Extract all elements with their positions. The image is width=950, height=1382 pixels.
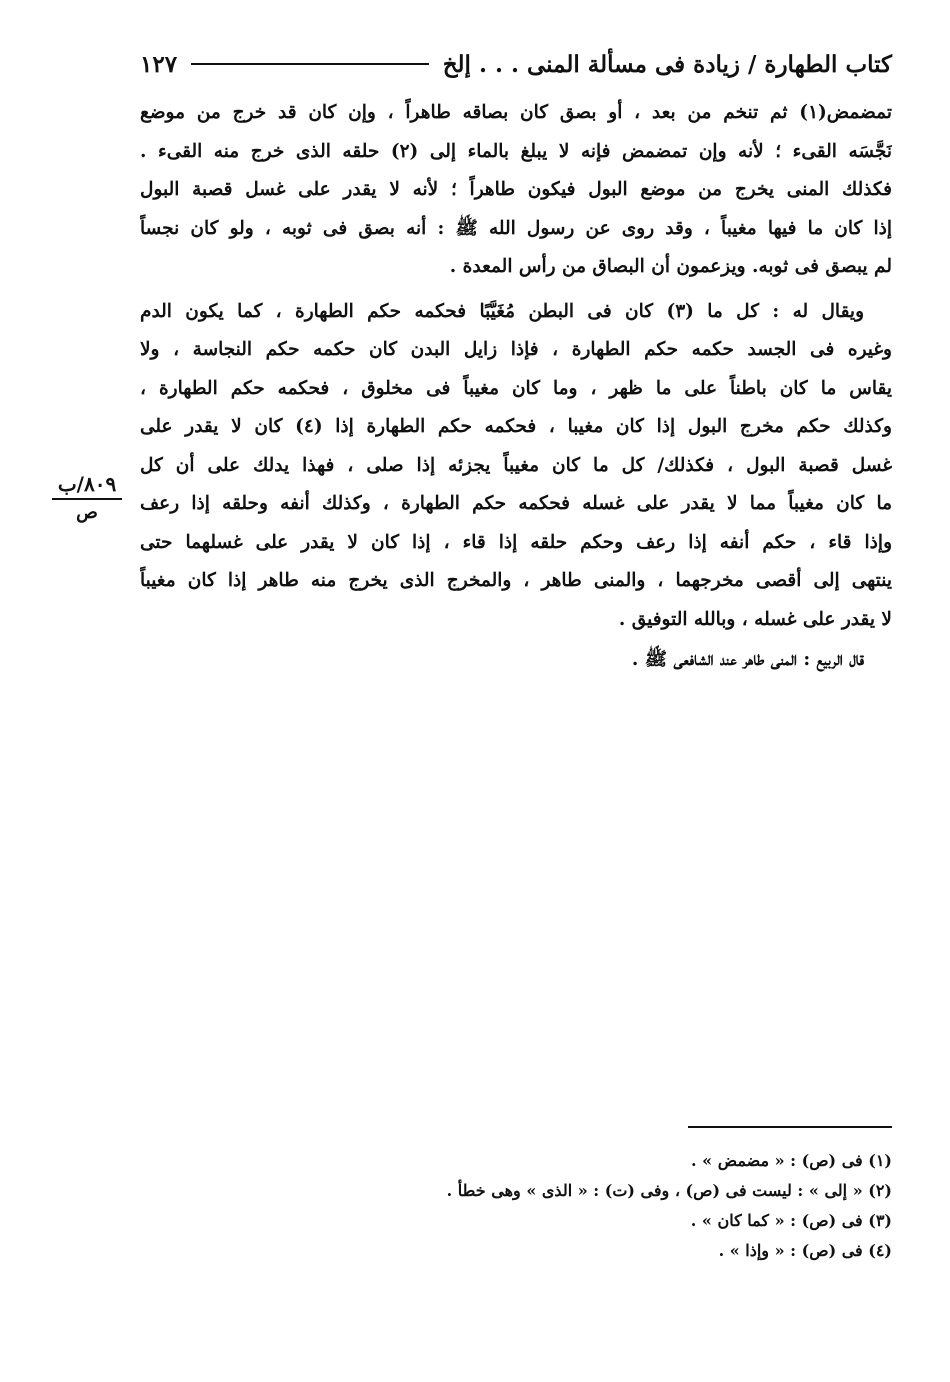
margin-folio-note <box>52 472 122 523</box>
text-line: ما كان مغيباً مما لا يقدر على غسله فحكمه حكم الطهارة ، وكذلك أنفه وحلقه إذا رعف <box>140 493 892 514</box>
text-line: إذا كان ما فيها مغيباً ، وقد روى عن رسول الله ﷺ : أنه بصق فى ثوبه ، ولو كان نجساً <box>140 217 892 239</box>
text-line: لم يبصق فى ثوبه. ويزعمون أن البصاق من رأس المعدة . <box>449 256 892 277</box>
footnote-separator <box>688 1126 892 1128</box>
footnote: (١) فى (ص) : « مضمض » . <box>691 1151 892 1170</box>
footnote: (٣) فى (ص) : « كما كان » . <box>690 1211 892 1230</box>
text-line: نَجَّسَه القىء ؛ لأنه وإن تمضمض فإنه لا يبلغ بالماء إلى (٢) حلقه الذى خرج منه القىء . <box>140 140 892 162</box>
text-line: وإذا قاء ، حكم أنفه إذا رعف وحكم حلقه إذا قاء ، إذا كان لا يقدر على غسلهما حتى <box>140 531 892 553</box>
main-text <box>140 94 892 680</box>
paragraph-3 <box>140 641 892 680</box>
footnotes <box>300 1146 892 1266</box>
text-line: ينتهى إلى أقصى مخرجهما ، والمنى طاهر ، والمخرج الذى يخرج منه طاهر إذا كان مغيباً <box>140 570 892 591</box>
header-rule <box>191 63 429 65</box>
footnote: (٤) فى (ص) : « وإذا » . <box>718 1241 892 1260</box>
text-line: ويقال له : كل ما (٣) كان فى البطن مُغَيَّبًا فحكمه حكم الطهارة ، كما يكون الدم <box>140 300 865 322</box>
text-line: فكذلك المنى يخرج من موضع البول فيكون طاهراً ؛ لأنه لا يقدر على غسل قصبة البول <box>140 179 892 200</box>
running-header-title: كتاب الطهارة / زيادة فى مسألة المنى . . . إلخ <box>442 50 892 78</box>
paragraph-2 <box>140 293 892 640</box>
folio-reference: ٨٠٩/ب <box>52 472 122 500</box>
footnote: (٢) « إلى » : ليست فى (ص) ، وفى (ت) : « الذى » وهى خطأ . <box>446 1181 892 1200</box>
text-line: قال الربيع : المنى طاهر عند الشافعى ﷺ . <box>631 649 864 670</box>
text-line: يقاس ما كان باطناً على ما ظهر ، وما كان مغيباً فى مخلوق ، فحكمه حكم الطهارة ، <box>140 377 892 399</box>
text-line: لا يقدر على غسله ، وبالله التوفيق . <box>618 608 892 630</box>
running-header <box>140 44 892 84</box>
text-line: غسل قصبة البول ، فكذلك/ كل ما كان مغيباً يجزئه إذا صلى ، فهذا يدلك على أن كل <box>140 454 892 476</box>
text-line: تمضمض(١) ثم تنخم من بعد ، أو بصق كان بصاقه طاهراً ، وإن كان قد خرج من موضع <box>140 102 892 123</box>
paragraph-1 <box>140 94 892 287</box>
page-number: ١٢٧ <box>140 50 178 78</box>
text-line: وكذلك حكم مخرج البول إذا كان مغيبا ، فحكمه حكم الطهارة إذا (٤) كان لا يقدر على <box>140 416 892 437</box>
manuscript-siglum: ص <box>76 502 98 523</box>
text-line: وغيره فى الجسد حكمه حكم الطهارة ، فإذا زايل البدن كان حكمه حكم النجاسة ، ولا <box>140 339 892 360</box>
